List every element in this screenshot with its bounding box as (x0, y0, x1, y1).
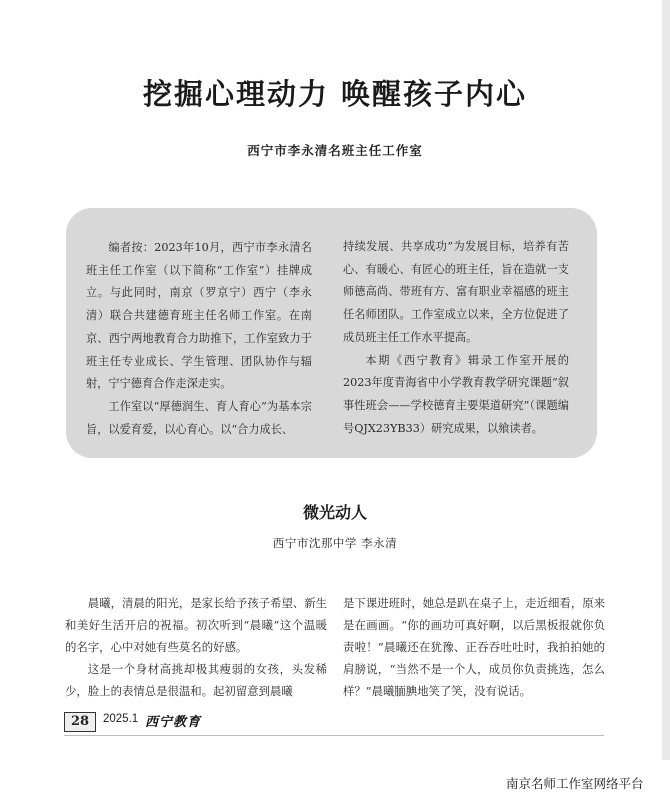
story-paragraph: 是下课进班时，她总是趴在桌子上，走近细看，原来是在画画。“你的画功可真好啊，以后黑板报就你负责啦！”晨曦还在犹豫、正吞吞吐吐时，我拍拍她的肩膀说，“当然不是一个人，成员你负责挑选，怎么样？”晨曦腼腆地笑了笑，没有说话。 (343, 596, 605, 698)
page-number: 28 (64, 712, 96, 732)
story-paragraph: 这是一个身材高挑却极其瘦弱的女孩，头发稀少，脸上的表情总是很温和。起初留意到晨曦 (65, 662, 327, 698)
editor-note-paragraph: 持续发展、共享成功”为发展目标，培养有苦心、有暖心、有匠心的班主任，旨在造就一支师德高尚、带班有方、富有职业幸福感的班主任名师团队。工作室成立以来，全方位促进了成员班主任工作水平提高。 (343, 240, 569, 344)
story-paragraph: 晨曦，清晨的阳光，是家长给予孩子希望、新生和美好生活开启的祝福。初次听到“晨曦”这个温暖的名字，心中对她有些莫名的好感。 (65, 596, 328, 654)
editor-note-left-column (86, 237, 312, 441)
editor-note-box (66, 208, 597, 458)
page-edge-shadow (662, 0, 670, 760)
footer-divider (64, 735, 604, 736)
issue-date: 2025.1 (103, 713, 139, 725)
editor-note-right-column (343, 236, 569, 440)
story-left-column (65, 592, 327, 702)
article-title: 挖掘心理动力 唤醒孩子内心 (142, 77, 528, 111)
story-byline: 西宁市沈那中学 李永清 (272, 536, 398, 550)
watermark-text: 南京名师工作室网络平台 (506, 776, 644, 791)
story-right-column (343, 592, 605, 702)
story-title: 微光动人 (302, 503, 367, 522)
editor-note-paragraph: 工作室以“厚德润生、育人育心”为基本宗旨，以爱育爱，以心育心。以“合力成长、 (86, 399, 312, 436)
editor-note-paragraph: 编者按：2023年10月，西宁市李永清名班主任工作室（以下简称“工作室”）挂牌成立。与此同时，南京（罗京宁）西宁（李永清）联合共建德育班主任名师工作室。在南京、西宁两地教育合力助推下，工作室致力于班主任专业成长、学生管理、团队协作与辐射，宁宁德育合作走深走实。 (86, 241, 312, 391)
magazine-logo: 西宁教育 (145, 715, 202, 730)
editor-note-paragraph: 本期《西宁教育》辑录工作室开展的2023年度青海省中小学教育教学研究课题“叙事性班会——学校德育主要渠道研究”（课题编号QJX23YB33）研究成果，以飨读者。 (343, 353, 569, 435)
studio-name: 西宁市李永清名班主任工作室 (247, 143, 423, 158)
